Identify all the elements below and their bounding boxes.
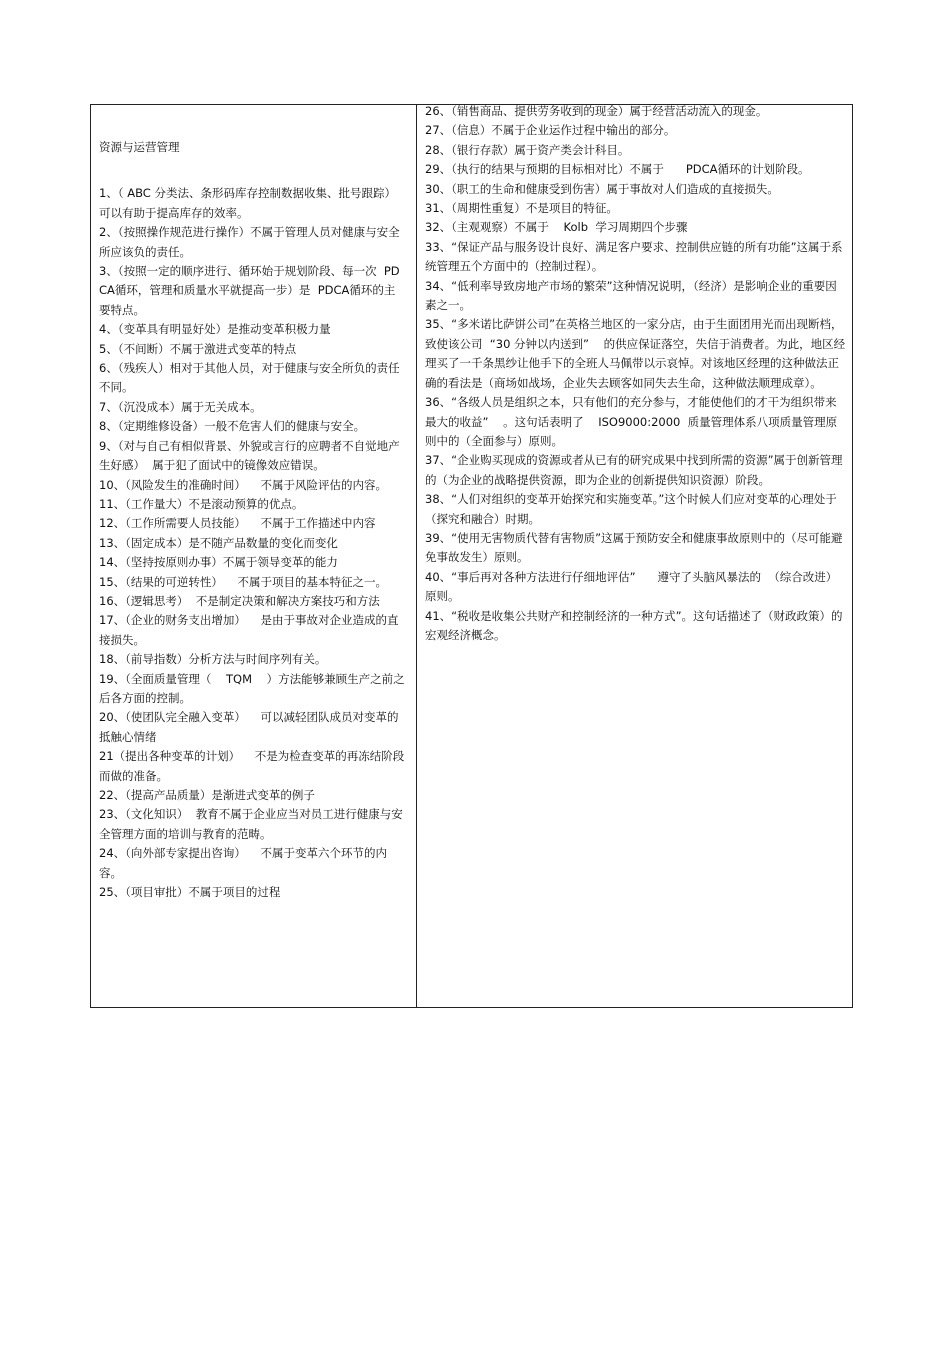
list-item: 31、（周期性重复）不是项目的特征。 [425, 201, 618, 216]
list-item: 12、（工作所需要人员技能） 不属于工作描述中内容 [99, 516, 376, 531]
list-item: 5、（不间断）不属于激进式变革的特点 [99, 341, 297, 356]
list-item: 20、（使团队完全融入变革） 可以减轻团队成员对变革的抵触心情绪 [99, 710, 399, 744]
list-item: 14、（坚持按原则办事）不属于领导变革的能力 [99, 555, 338, 570]
list-item: 18、（前导指数）分析方法与时间序列有关。 [99, 652, 327, 667]
list-item: 9、（对与自己有相似背景、外貌或言行的应聘者不自觉地产生好感） 属于犯了面试中的镜像效应错误。 [99, 438, 400, 473]
right-column [425, 104, 858, 645]
list-item: 6、（残疾人）相对于其他人员，对于健康与安全所负的责任不同。 [99, 361, 400, 395]
list-item: 8、（定期维修设备）一般不危害人们的健康与安全。 [99, 419, 366, 434]
list-item: 32、（主观观察）不属于 Kolb 学习周期四个步骤 [425, 220, 688, 235]
list-item: 27、（信息）不属于企业运作过程中输出的部分。 [425, 123, 676, 138]
list-item: 7、（沉没成本）属于无关成本。 [99, 399, 262, 414]
list-item: 41、“税收是收集公共财产和控制经济的一种方式”。这句话描述了（财政政策）的宏观经济概念。 [425, 608, 843, 642]
list-item: 36、“各级人员是组织之本，只有他们的充分参与，才能使他们的才干为组织带来最大的收益” 。这句话表明了 ISO9000:2000 质量管理体系八项质量管理原则中的（全面参与）原则。 [425, 395, 838, 448]
list-item: 25、（项目审批）不属于项目的过程 [99, 885, 281, 900]
list-item: 22、（提高产品质量）是渐进式变革的例子 [99, 788, 315, 802]
list-item: 29、（执行的结果与预期的目标相对比）不属于 PDCA循环的计划阶段。 [425, 162, 810, 177]
list-item: 13、（固定成本）是不随产品数量的变化而变化 [99, 535, 338, 550]
list-item: 3、（按照一定的顺序进行、循环始于规划阶段、每一次 PDCA循环，管理和质量水平就提高一步）是 PDCA循环的主要特点。 [99, 264, 400, 317]
list-item: 40、“事后再对各种方法进行仔细地评估” 遵守了头脑风暴法的 （综合改进）原则。 [425, 569, 838, 604]
list-item: 33、“保证产品与服务设计良好、满足客户要求、控制供应链的所有功能”这属于系统管理五个方面中的（控制过程）。 [425, 239, 843, 274]
list-item: 1、（ ABC 分类法、条形码库存控制数据收集、批号跟踪）可以有助于提高库存的效率。 [99, 186, 396, 220]
list-item: 10、（风险发生的准确时间） 不属于风险评估的内容。 [99, 477, 388, 492]
list-item: 30、（职工的生命和健康受到伤害）属于事故对人们造成的直接损失。 [425, 181, 779, 196]
list-item: 19、（全面质量管理（ TQM ）方法能够兼顾生产之前之后各方面的控制。 [99, 671, 405, 705]
list-item: 21（提出各种变革的计划） 不是为检查变革的再冻结阶段而做的准备。 [99, 749, 405, 783]
list-item: 24、（向外部专家提出咨询） 不属于变革六个环节的内容。 [99, 846, 388, 880]
list-item: 26、（销售商品、提供劳务收到的现金）属于经营活动流入的现金。 [425, 104, 768, 118]
list-item: 35、“多米诺比萨饼公司”在英格兰地区的一家分店，由于生面团用光而出现断档， 致使该公司 “30 分钟以内送到” 的供应保证落空，失信于消费者。为此，地区经理买了一千条黑纱让他手下的全班人马佩带以示哀悼。对该地区经理的这种做法正确的看法是（商场如战场，企业失去顾客如同失去生命，这种做法顺理成章）。 [425, 317, 858, 390]
list-item: 17、（企业的财务支出增加） 是由于事故对企业造成的直接损失。 [99, 613, 399, 647]
list-item: 34、“低利率导致房地产市场的繁荣”这种情况说明，（经济）是影响企业的重要因素之一。 [425, 278, 837, 313]
content-table [90, 104, 858, 1008]
list-item: 2、（按照操作规范进行操作）不属于管理人员对健康与安全所应该负的责任。 [99, 225, 400, 259]
document-title: 资源与运营管理 [99, 140, 180, 154]
list-item: 23、（文化知识） 教育不属于企业应当对员工进行健康与安全管理方面的培训与教育的范畴。 [99, 807, 403, 841]
list-item: 11、（工作量大）不是滚动预算的优点。 [99, 496, 304, 511]
list-item: 4、（变革具有明显好处）是推动变革积极力量 [99, 322, 331, 337]
list-item: 28、（银行存款）属于资产类会计科目。 [425, 142, 630, 157]
list-item: 16、（逻辑思考） 不是制定决策和解决方案技巧和方法 [99, 593, 380, 608]
list-item: 15、（结果的可逆转性） 不属于项目的基本特征之一。 [99, 574, 388, 589]
list-item: 38、“人们对组织的变革开始探究和实施变革。”这个时候人们应对变革的心理处于（探究和融合）时期。 [425, 492, 837, 526]
column-divider [416, 105, 417, 1007]
list-item: 37、“企业购买现成的资源或者从已有的研究成果中找到所需的资源”属于创新管理的（为企业的战略提供资源，即为企业的创新提供知识资源）阶段。 [425, 453, 843, 487]
list-item: 39、“使用无害物质代替有害物质”这属于预防安全和健康事故原则中的（尽可能避免事故发生）原则。 [425, 530, 843, 565]
left-column [99, 105, 405, 902]
